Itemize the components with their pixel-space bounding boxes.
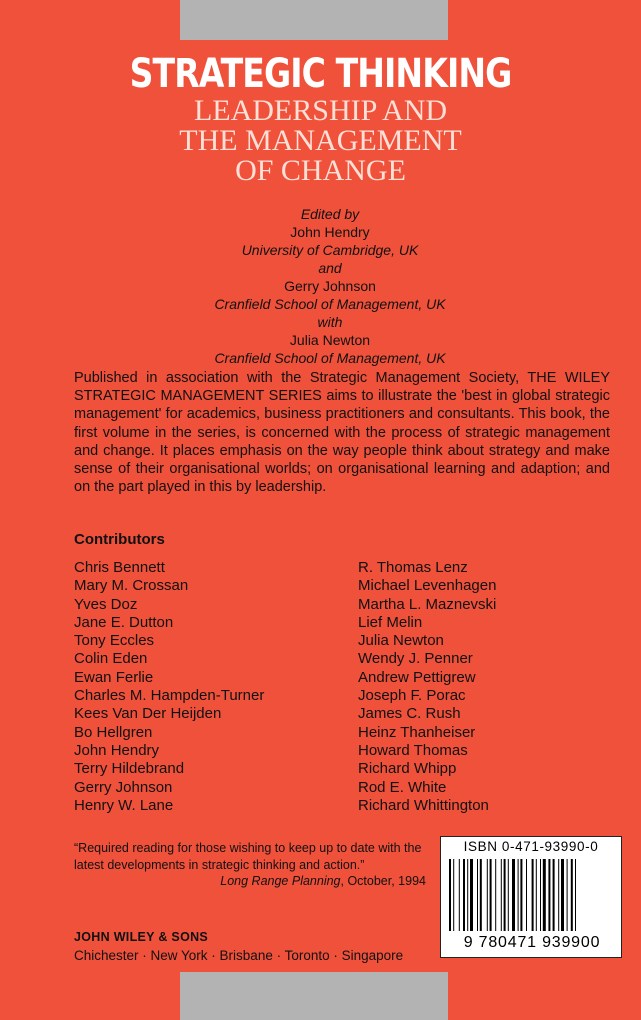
- subtitle-line: LEADERSHIP AND: [193, 94, 448, 127]
- book-title: STRATEGIC THINKING: [129, 51, 512, 97]
- bottom-gray-tab: [180, 972, 448, 1020]
- credit-line: Julia Newton: [289, 332, 371, 348]
- contributor-name: Rod E. White: [358, 778, 447, 796]
- contributor-name: Julia Newton: [358, 632, 444, 650]
- credit-line: and: [318, 260, 342, 276]
- contributor-name: James C. Rush: [358, 705, 461, 723]
- quote-source: [74, 873, 426, 890]
- credit-line: Gerry Johnson: [284, 278, 376, 294]
- contributor-name: Tony Eccles: [74, 632, 155, 650]
- contributor-name: Mary M. Crossan: [74, 577, 189, 595]
- publisher-cities: Chichester · New York · Brisbane · Toronto · Singapore: [74, 948, 404, 963]
- credit-line: University of Cambridge, UK: [241, 242, 419, 258]
- contributor-name: R. Thomas Lenz: [358, 559, 468, 576]
- contributor-name: Richard Whipp: [358, 760, 457, 778]
- contributor-name: Yves Doz: [74, 595, 138, 613]
- contributor-name: Bo Hellgren: [74, 723, 153, 741]
- book-subtitle: [0, 96, 641, 186]
- contributors-right-column: [358, 559, 496, 815]
- description-blurb: Published in association with the Strategic Management Society, THE WILEY STRATEGIC MANAGEMENT SERIES aims to illustrate the 'best in global strategic management' for academics, business practitioners and consultants. This book, the first volume in the series, is concerned with the process of strategic management and change. It places emphasis on the way people think about strategy and make sense of their organisational worlds; on organisational learning and adaption; and on the part played in this by leadership.: [74, 370, 610, 496]
- isbn-number: ISBN 0-471-93990-0: [463, 839, 599, 854]
- contributor-name: Andrew Pettigrew: [358, 668, 476, 686]
- quote-text: “Required reading for those wishing to keep up to date with the latest developments in strategic thinking and action.”: [74, 841, 422, 872]
- contributor-name: Kees Van Der Heijden: [74, 705, 222, 723]
- barcode-digits: 9 780471 939900: [463, 934, 601, 951]
- barcode-icon: [449, 859, 614, 931]
- quote-source-date: , October, 1994: [340, 874, 426, 888]
- publisher-name: JOHN WILEY & SONS: [74, 930, 209, 944]
- contributor-name: Terry Hildebrand: [74, 760, 185, 778]
- contributor-name: Wendy J. Penner: [358, 650, 473, 668]
- subtitle-line: OF CHANGE: [235, 154, 406, 187]
- top-gray-tab: [180, 0, 448, 40]
- contributor-name: Richard Whittington: [358, 796, 489, 814]
- contributor-name: John Hendry: [74, 741, 160, 759]
- contributor-name: Joseph F. Porac: [358, 687, 466, 705]
- isbn-barcode-box: [440, 836, 622, 958]
- contributor-name: Gerry Johnson: [74, 778, 173, 796]
- contributor-name: Heinz Thanheiser: [358, 723, 476, 741]
- credit-line: Edited by: [300, 206, 360, 222]
- subtitle-line: THE MANAGEMENT: [179, 124, 462, 157]
- quote-source-title: Long Range Planning: [220, 874, 341, 888]
- contributor-name: Colin Eden: [74, 650, 148, 668]
- contributor-name: Ewan Ferlie: [74, 668, 154, 686]
- contributor-name: Henry W. Lane: [74, 796, 174, 814]
- contributor-name: Chris Bennett: [74, 559, 165, 576]
- credit-line: John Hendry: [290, 224, 370, 240]
- contributor-name: Jane E. Dutton: [74, 613, 174, 631]
- credit-line: Cranfield School of Management, UK: [214, 350, 446, 366]
- contributor-name: Lief Melin: [358, 613, 423, 631]
- review-quote: [74, 840, 426, 890]
- contributor-name: Martha L. Maznevski: [358, 595, 497, 613]
- editor-credits: [150, 205, 510, 367]
- credit-line: with: [317, 314, 343, 330]
- contributor-name: Charles M. Hampden-Turner: [74, 687, 265, 705]
- contributor-name: Howard Thomas: [358, 741, 468, 759]
- contributor-name: Michael Levenhagen: [358, 577, 497, 595]
- credit-line: Cranfield School of Management, UK: [214, 296, 446, 312]
- contributors-heading: Contributors: [74, 531, 165, 548]
- contributors-left-column: [74, 559, 264, 815]
